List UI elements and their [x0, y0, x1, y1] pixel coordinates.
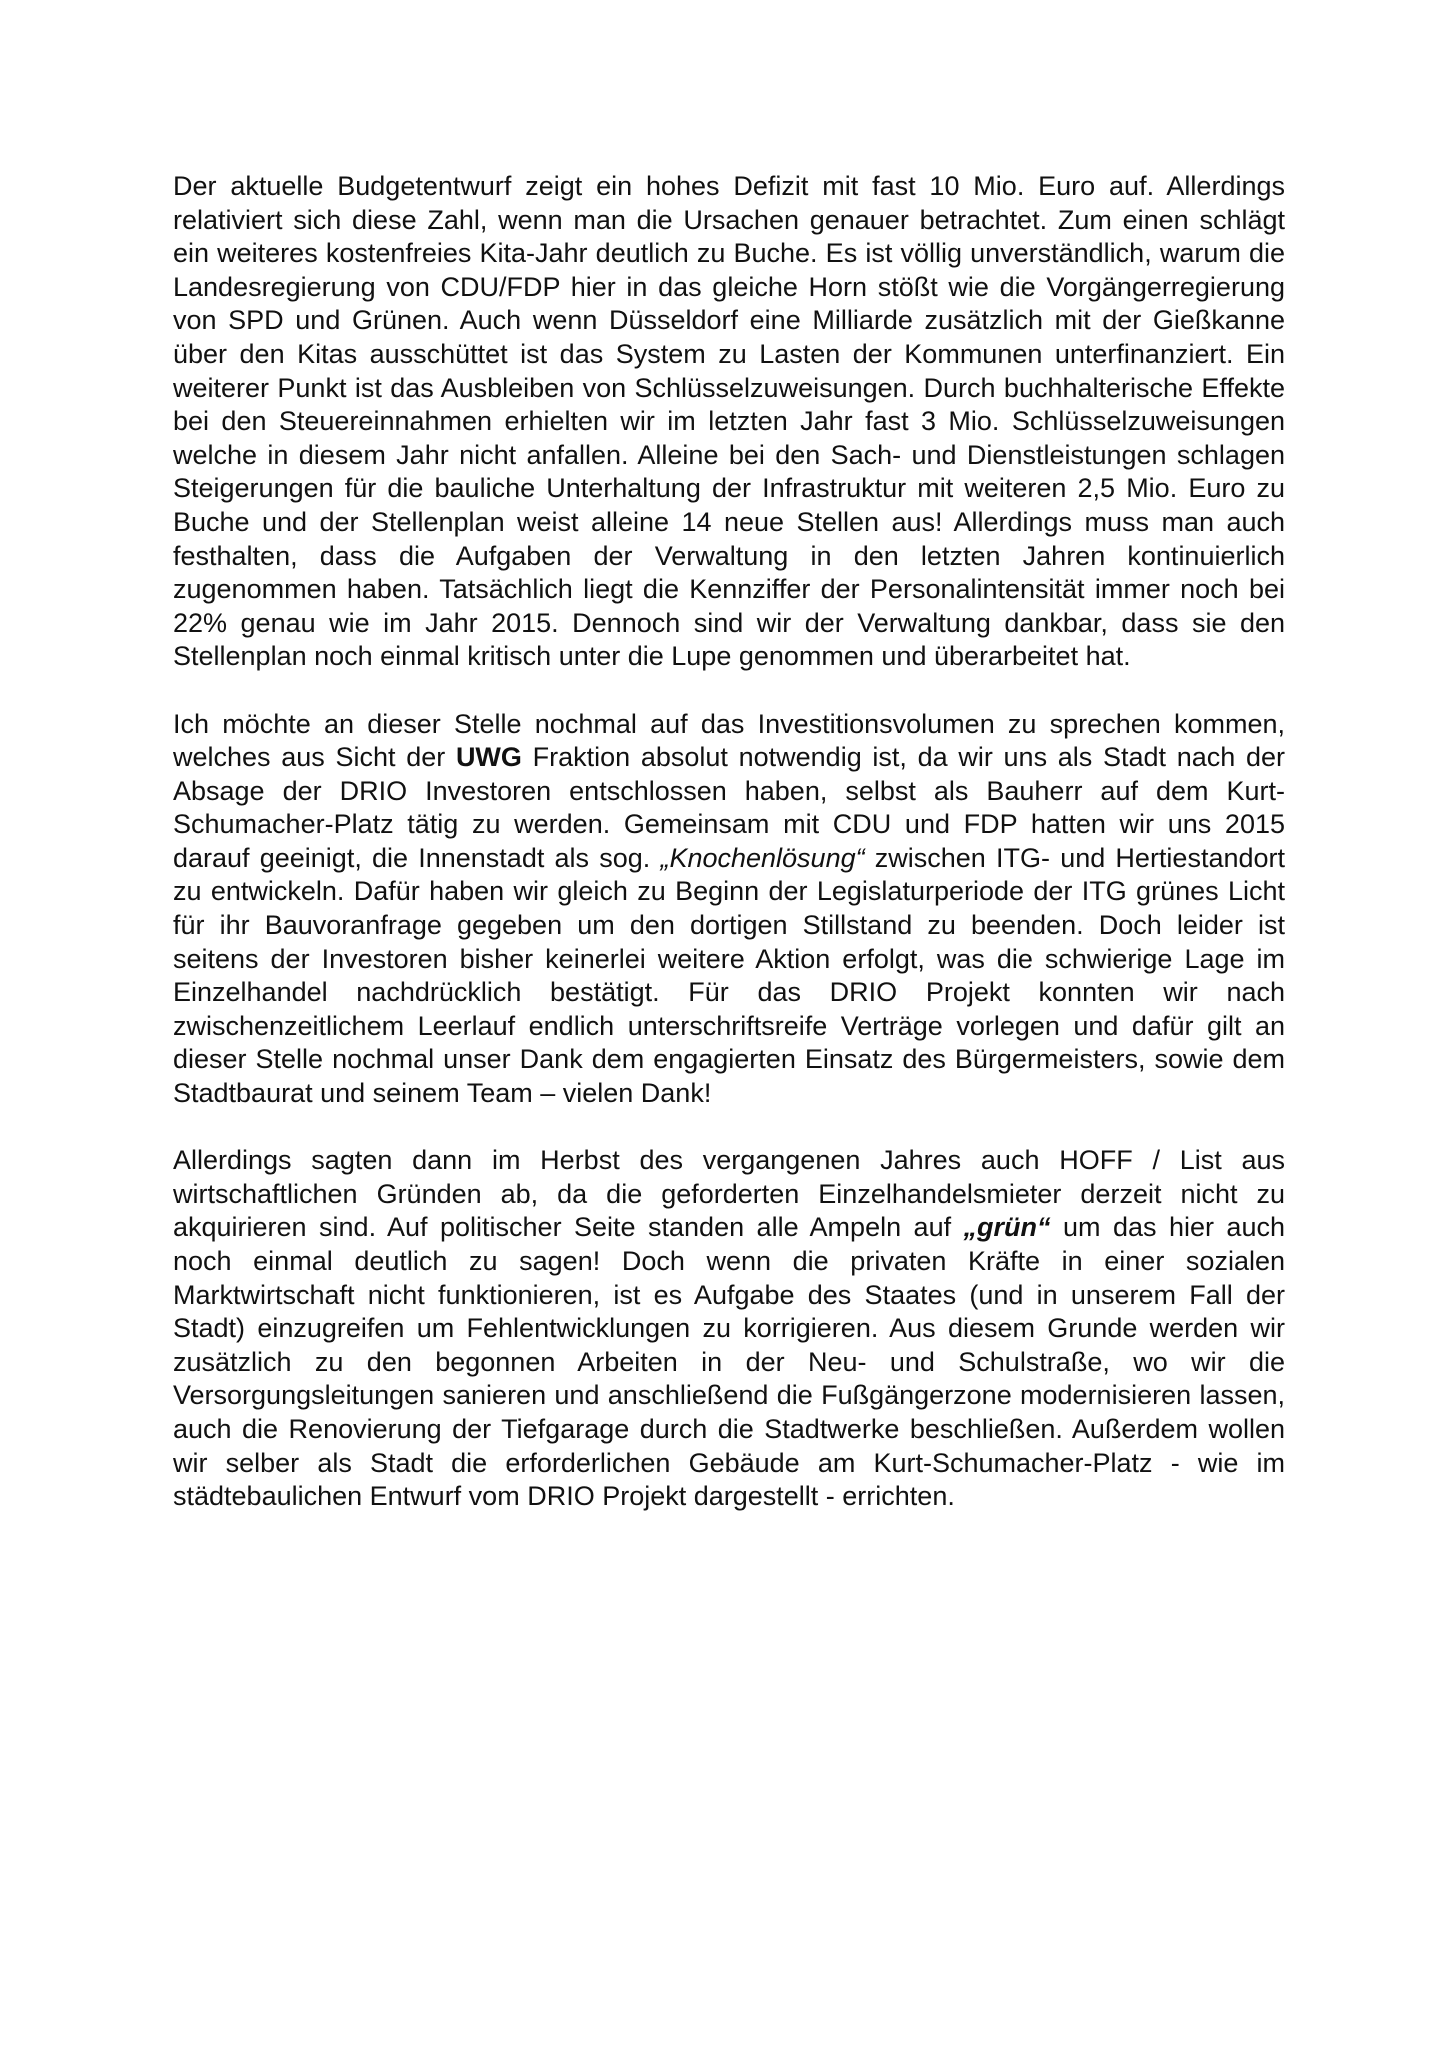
paragraph-text: Der aktuelle Budgetentwurf zeigt ein hohes Defizit mit fast 10 Mio. Euro auf. Allerdings relativiert sich diese Zahl, wenn man die Ursachen genauer betrachtet. Zum einen schlägt ein weiteres kostenfreies Kita-Jahr deutlich zu Buche. Es ist völlig unverständlich, warum die Landesregierung von CDU/FDP hier in das gleiche Horn stößt wie die Vorgängerregierung von SPD und Grünen. Auch wenn Düsseldorf eine Milliarde zusätzlich mit der Gießkanne über den Kitas ausschüttet ist das System zu Lasten der Kommunen unterfinanziert. Ein weiterer Punkt ist das Ausbleiben von Schlüsselzuweisungen. Durch buchhalterische Effekte bei den Steuereinnahmen erhielten wir im letzten Jahr fast 3 Mio. Schlüsselzuweisungen welche in diesem Jahr nicht anfallen. Alleine bei den Sach- und Dienstleistungen schlagen Steigerungen für die bauliche Unterhaltung der Infrastruktur mit weiteren 2,5 Mio. Euro zu Buche und der Stellenplan weist alleine 14 neue Stellen aus! Allerdings muss man auch festhalten, dass die Aufgaben der Verwaltung in den letzten Jahren kontinuierlich zugenommen haben. Tatsächlich liegt die Kennziffer der Personalintensität immer noch bei 22% genau wie im Jahr 2015. Dennoch sind wir der Verwaltung dankbar, dass sie den Stellenplan noch einmal kritisch unter die Lupe genommen und überarbeitet hat. — [173, 171, 1285, 672]
paragraph-text-part: um das hier auch noch einmal deutlich zu sagen! Doch wenn die privaten Kräfte in einer sozialen Marktwirtschaft nicht funktionieren, ist es Aufgabe des Staates (und in unserem Fall der Stadt) einzugreifen um Fehlentwicklungen zu korrigieren. Aus diesem Grunde werden wir zusätzlich zu den begonnen Arbeiten in der Neu- und Schulstraße, wo wir die Versorgungsleitungen sanieren und anschließend die Fußgängerzone modernisieren lassen, auch die Renovierung der Tiefgarage durch die Stadtwerke beschließen. Außerdem wollen wir selber als Stadt die erforderlichen Gebäude am Kurt-Schumacher-Platz - wie im städtebaulichen Entwurf vom DRIO Projekt dargestellt - errichten. — [173, 1212, 1285, 1512]
paragraph-investment — [173, 708, 1285, 1111]
paragraph-text-part: Allerdings sagten dann im Herbst des vergangenen Jahres auch HOFF / List aus wirtschaftlichen Gründen ab, da die geforderten Einzelhandelsmieter derzeit nicht zu akquirieren sind. Auf politischer Seite standen alle Ampeln auf — [173, 1145, 1285, 1243]
uwg-emphasis: UWG — [455, 742, 522, 773]
paragraph-text-part: zwischen ITG- und Hertiestandort zu entwickeln. Dafür haben wir gleich zu Beginn der Legislaturperiode der ITG grünes Licht für ihr Bauvoranfrage gegeben um den dortigen Stillstand zu beenden. Doch leider ist seitens der Investoren bisher keinerlei weitere Aktion erfolgt, was die schwierige Lage im Einzelhandel nachdrücklich bestätigt. Für das DRIO Projekt konnten wir nach zwischenzeitlichem Leerlauf endlich unterschriftsreife Verträge vorlegen und dafür gilt an dieser Stelle nochmal unser Dank dem engagierten Einsatz des Bürgermeisters, sowie dem Stadtbaurat und seinem Team – vielen Dank! — [173, 842, 1286, 1109]
paragraph-budget — [173, 170, 1285, 674]
paragraph-text-part: Ich möchte an dieser Stelle nochmal auf das Investitionsvolumen zu sprechen kommen, welches aus Sicht der — [173, 708, 1285, 773]
paragraph-hoff-list — [173, 1144, 1285, 1514]
gruen-emphasis: „grün“ — [963, 1212, 1051, 1243]
paragraph-text-part: Fraktion absolut notwendig ist, da wir uns als Stadt nach der Absage der DRIO Investoren entschlossen haben, selbst als Bauherr auf dem Kurt-Schumacher-Platz tätig zu werden. Gemeinsam mit CDU und FDP hatten wir uns 2015 darauf geeinigt, die Innenstadt als sog. — [173, 742, 1285, 873]
document-body — [173, 170, 1285, 1547]
knochenloesung-emphasis: „Knochenlösung“ — [660, 842, 865, 873]
